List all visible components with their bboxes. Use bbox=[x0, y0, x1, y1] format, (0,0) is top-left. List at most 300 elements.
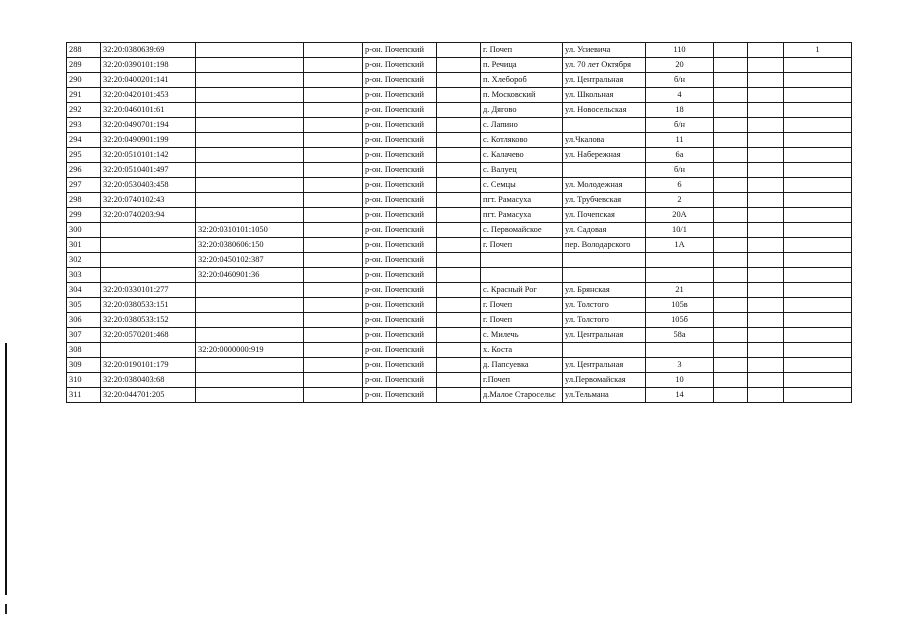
empty-cell bbox=[437, 178, 481, 193]
row-number-cell: 302 bbox=[67, 253, 101, 268]
row-number-cell: 296 bbox=[67, 163, 101, 178]
empty-cell bbox=[437, 253, 481, 268]
district-cell: р-он. Почепский bbox=[363, 208, 437, 223]
empty-cell bbox=[748, 298, 784, 313]
empty-cell bbox=[714, 223, 748, 238]
table-row bbox=[67, 133, 852, 148]
alt-cadastral-number-cell bbox=[196, 88, 304, 103]
table-row bbox=[67, 73, 852, 88]
settlement-cell: пгт. Рамасуха bbox=[481, 208, 563, 223]
empty-cell bbox=[714, 328, 748, 343]
empty-cell bbox=[437, 268, 481, 283]
empty-cell bbox=[714, 268, 748, 283]
settlement-cell: с. Лапино bbox=[481, 118, 563, 133]
empty-cell bbox=[304, 223, 363, 238]
table-row bbox=[67, 163, 852, 178]
alt-cadastral-number-cell bbox=[196, 118, 304, 133]
empty-cell bbox=[748, 103, 784, 118]
street-cell: ул. Новосельская bbox=[563, 103, 646, 118]
alt-cadastral-number-cell bbox=[196, 103, 304, 118]
empty-cell bbox=[748, 148, 784, 163]
row-number-cell: 305 bbox=[67, 298, 101, 313]
cadastral-number-cell bbox=[101, 343, 196, 358]
alt-cadastral-number-cell: 32:20:0460901:36 bbox=[196, 268, 304, 283]
empty-cell bbox=[748, 388, 784, 403]
extra-value-cell bbox=[784, 163, 852, 178]
district-cell: р-он. Почепский bbox=[363, 268, 437, 283]
street-cell: ул. Школьная bbox=[563, 88, 646, 103]
district-cell: р-он. Почепский bbox=[363, 73, 437, 88]
empty-cell bbox=[304, 178, 363, 193]
extra-value-cell bbox=[784, 238, 852, 253]
street-cell: ул.Чкалова bbox=[563, 133, 646, 148]
house-number-cell: 10/1 bbox=[646, 223, 714, 238]
alt-cadastral-number-cell bbox=[196, 298, 304, 313]
settlement-cell: г. Почеп bbox=[481, 43, 563, 58]
house-number-cell: 105б bbox=[646, 313, 714, 328]
settlement-cell: п. Хлебороб bbox=[481, 73, 563, 88]
table-row bbox=[67, 358, 852, 373]
empty-cell bbox=[437, 118, 481, 133]
empty-cell bbox=[304, 238, 363, 253]
cadastral-number-cell: 32:20:0400201:141 bbox=[101, 73, 196, 88]
settlement-cell: д. Папсуевка bbox=[481, 358, 563, 373]
empty-cell bbox=[304, 283, 363, 298]
settlement-cell: пгт. Рамасуха bbox=[481, 193, 563, 208]
street-cell: ул.Тельмана bbox=[563, 388, 646, 403]
street-cell bbox=[563, 268, 646, 283]
table-body bbox=[67, 43, 852, 403]
empty-cell bbox=[748, 208, 784, 223]
empty-cell bbox=[437, 103, 481, 118]
row-number-cell: 291 bbox=[67, 88, 101, 103]
empty-cell bbox=[748, 88, 784, 103]
empty-cell bbox=[748, 343, 784, 358]
cadastral-number-cell: 32:20:0460101:61 bbox=[101, 103, 196, 118]
empty-cell bbox=[714, 373, 748, 388]
empty-cell bbox=[714, 58, 748, 73]
empty-cell bbox=[714, 118, 748, 133]
extra-value-cell bbox=[784, 208, 852, 223]
district-cell: р-он. Почепский bbox=[363, 373, 437, 388]
street-cell: ул. Толстого bbox=[563, 298, 646, 313]
settlement-cell: п. Московский bbox=[481, 88, 563, 103]
extra-value-cell bbox=[784, 178, 852, 193]
empty-cell bbox=[437, 373, 481, 388]
cadastral-number-cell: 32:20:0380533:152 bbox=[101, 313, 196, 328]
alt-cadastral-number-cell bbox=[196, 208, 304, 223]
alt-cadastral-number-cell bbox=[196, 43, 304, 58]
house-number-cell: 6а bbox=[646, 148, 714, 163]
street-cell: ул.Первомайская bbox=[563, 373, 646, 388]
empty-cell bbox=[714, 163, 748, 178]
table-row bbox=[67, 388, 852, 403]
row-number-cell: 303 bbox=[67, 268, 101, 283]
street-cell: ул. Центральная bbox=[563, 328, 646, 343]
alt-cadastral-number-cell bbox=[196, 373, 304, 388]
empty-cell bbox=[714, 193, 748, 208]
house-number-cell: 14 bbox=[646, 388, 714, 403]
empty-cell bbox=[714, 388, 748, 403]
row-number-cell: 288 bbox=[67, 43, 101, 58]
street-cell: ул. Трубчевская bbox=[563, 193, 646, 208]
cadastral-number-cell: 32:20:0490901:199 bbox=[101, 133, 196, 148]
row-number-cell: 301 bbox=[67, 238, 101, 253]
house-number-cell: 105в bbox=[646, 298, 714, 313]
table-row bbox=[67, 283, 852, 298]
empty-cell bbox=[714, 283, 748, 298]
row-number-cell: 310 bbox=[67, 373, 101, 388]
cadastral-number-cell: 32:20:0570201:468 bbox=[101, 328, 196, 343]
cadastral-number-cell: 32:20:0190101:179 bbox=[101, 358, 196, 373]
table-row bbox=[67, 43, 852, 58]
empty-cell bbox=[748, 193, 784, 208]
street-cell: ул. Молодежная bbox=[563, 178, 646, 193]
row-number-cell: 306 bbox=[67, 313, 101, 328]
extra-value-cell: 1 bbox=[784, 43, 852, 58]
cadastral-number-cell: 32:20:0390101:198 bbox=[101, 58, 196, 73]
cadastral-number-cell: 32:20:0380639:69 bbox=[101, 43, 196, 58]
empty-cell bbox=[748, 163, 784, 178]
district-cell: р-он. Почепский bbox=[363, 178, 437, 193]
house-number-cell: б/н bbox=[646, 163, 714, 178]
extra-value-cell bbox=[784, 133, 852, 148]
row-number-cell: 298 bbox=[67, 193, 101, 208]
empty-cell bbox=[714, 148, 748, 163]
extra-value-cell bbox=[784, 388, 852, 403]
empty-cell bbox=[437, 358, 481, 373]
empty-cell bbox=[437, 313, 481, 328]
empty-cell bbox=[304, 193, 363, 208]
table-row bbox=[67, 343, 852, 358]
cadastral-number-cell bbox=[101, 253, 196, 268]
street-cell: ул. 70 лет Октября bbox=[563, 58, 646, 73]
settlement-cell: с. Красный Рог bbox=[481, 283, 563, 298]
extra-value-cell bbox=[784, 223, 852, 238]
empty-cell bbox=[714, 88, 748, 103]
house-number-cell: 2 bbox=[646, 193, 714, 208]
empty-cell bbox=[437, 43, 481, 58]
empty-cell bbox=[304, 148, 363, 163]
table-row bbox=[67, 88, 852, 103]
empty-cell bbox=[304, 343, 363, 358]
table-row bbox=[67, 58, 852, 73]
extra-value-cell bbox=[784, 358, 852, 373]
house-number-cell: 10 bbox=[646, 373, 714, 388]
settlement-cell: д.Малое Старосельє bbox=[481, 388, 563, 403]
empty-cell bbox=[714, 253, 748, 268]
settlement-cell bbox=[481, 253, 563, 268]
empty-cell bbox=[437, 343, 481, 358]
alt-cadastral-number-cell bbox=[196, 148, 304, 163]
house-number-cell: 11 bbox=[646, 133, 714, 148]
empty-cell bbox=[437, 238, 481, 253]
street-cell: ул. Почепская bbox=[563, 208, 646, 223]
empty-cell bbox=[304, 43, 363, 58]
scan-margin-mark bbox=[5, 343, 7, 595]
empty-cell bbox=[748, 238, 784, 253]
settlement-cell: г. Почеп bbox=[481, 298, 563, 313]
district-cell: р-он. Почепский bbox=[363, 223, 437, 238]
settlement-cell: п. Речица bbox=[481, 58, 563, 73]
empty-cell bbox=[748, 178, 784, 193]
empty-cell bbox=[437, 88, 481, 103]
alt-cadastral-number-cell: 32:20:0000000:919 bbox=[196, 343, 304, 358]
empty-cell bbox=[714, 133, 748, 148]
alt-cadastral-number-cell bbox=[196, 328, 304, 343]
cadastral-number-cell bbox=[101, 223, 196, 238]
district-cell: р-он. Почепский bbox=[363, 313, 437, 328]
table-row bbox=[67, 178, 852, 193]
empty-cell bbox=[714, 103, 748, 118]
empty-cell bbox=[748, 118, 784, 133]
cadastral-number-cell: 32:20:0510101:142 bbox=[101, 148, 196, 163]
table-row bbox=[67, 148, 852, 163]
empty-cell bbox=[304, 208, 363, 223]
empty-cell bbox=[304, 73, 363, 88]
settlement-cell: с. Валуец bbox=[481, 163, 563, 178]
empty-cell bbox=[437, 133, 481, 148]
house-number-cell: 20 bbox=[646, 58, 714, 73]
empty-cell bbox=[714, 313, 748, 328]
table-row bbox=[67, 313, 852, 328]
empty-cell bbox=[748, 43, 784, 58]
street-cell: ул. Центральная bbox=[563, 73, 646, 88]
empty-cell bbox=[304, 328, 363, 343]
district-cell: р-он. Почепский bbox=[363, 193, 437, 208]
empty-cell bbox=[714, 298, 748, 313]
empty-cell bbox=[748, 358, 784, 373]
scan-margin-dot bbox=[5, 604, 7, 614]
house-number-cell: 4 bbox=[646, 88, 714, 103]
empty-cell bbox=[304, 118, 363, 133]
extra-value-cell bbox=[784, 328, 852, 343]
house-number-cell bbox=[646, 268, 714, 283]
alt-cadastral-number-cell bbox=[196, 58, 304, 73]
district-cell: р-он. Почепский bbox=[363, 358, 437, 373]
extra-value-cell bbox=[784, 268, 852, 283]
settlement-cell: х. Коста bbox=[481, 343, 563, 358]
extra-value-cell bbox=[784, 58, 852, 73]
empty-cell bbox=[714, 238, 748, 253]
settlement-cell: с. Семцы bbox=[481, 178, 563, 193]
alt-cadastral-number-cell bbox=[196, 283, 304, 298]
empty-cell bbox=[714, 208, 748, 223]
district-cell: р-он. Почепский bbox=[363, 103, 437, 118]
empty-cell bbox=[437, 298, 481, 313]
district-cell: р-он. Почепский bbox=[363, 388, 437, 403]
empty-cell bbox=[304, 88, 363, 103]
district-cell: р-он. Почепский bbox=[363, 328, 437, 343]
empty-cell bbox=[304, 298, 363, 313]
house-number-cell: 6 bbox=[646, 178, 714, 193]
extra-value-cell bbox=[784, 88, 852, 103]
cadastral-number-cell: 32:20:0380403:68 bbox=[101, 373, 196, 388]
district-cell: р-он. Почепский bbox=[363, 58, 437, 73]
district-cell: р-он. Почепский bbox=[363, 88, 437, 103]
empty-cell bbox=[748, 133, 784, 148]
alt-cadastral-number-cell bbox=[196, 313, 304, 328]
alt-cadastral-number-cell: 32:20:0450102:387 bbox=[196, 253, 304, 268]
empty-cell bbox=[748, 253, 784, 268]
row-number-cell: 311 bbox=[67, 388, 101, 403]
empty-cell bbox=[304, 133, 363, 148]
district-cell: р-он. Почепский bbox=[363, 148, 437, 163]
settlement-cell: с. Первомайское bbox=[481, 223, 563, 238]
empty-cell bbox=[748, 73, 784, 88]
empty-cell bbox=[437, 283, 481, 298]
street-cell: ул. Брянская bbox=[563, 283, 646, 298]
alt-cadastral-number-cell bbox=[196, 133, 304, 148]
empty-cell bbox=[304, 358, 363, 373]
extra-value-cell bbox=[784, 73, 852, 88]
cadastral-number-cell: 32:20:0420101:453 bbox=[101, 88, 196, 103]
house-number-cell: б/н bbox=[646, 118, 714, 133]
empty-cell bbox=[304, 268, 363, 283]
extra-value-cell bbox=[784, 343, 852, 358]
empty-cell bbox=[304, 388, 363, 403]
district-cell: р-он. Почепский bbox=[363, 118, 437, 133]
table-row bbox=[67, 103, 852, 118]
house-number-cell: 1А bbox=[646, 238, 714, 253]
cadastral-number-cell: 32:20:0530403:458 bbox=[101, 178, 196, 193]
district-cell: р-он. Почепский bbox=[363, 43, 437, 58]
row-number-cell: 308 bbox=[67, 343, 101, 358]
empty-cell bbox=[714, 178, 748, 193]
row-number-cell: 304 bbox=[67, 283, 101, 298]
table-row bbox=[67, 238, 852, 253]
empty-cell bbox=[748, 268, 784, 283]
property-registry-table bbox=[66, 42, 852, 403]
street-cell: ул. Толстого bbox=[563, 313, 646, 328]
row-number-cell: 300 bbox=[67, 223, 101, 238]
row-number-cell: 295 bbox=[67, 148, 101, 163]
alt-cadastral-number-cell: 32:20:0380606:150 bbox=[196, 238, 304, 253]
empty-cell bbox=[437, 58, 481, 73]
extra-value-cell bbox=[784, 298, 852, 313]
empty-cell bbox=[304, 313, 363, 328]
district-cell: р-он. Почепский bbox=[363, 133, 437, 148]
extra-value-cell bbox=[784, 283, 852, 298]
cadastral-number-cell: 32:20:0330101:277 bbox=[101, 283, 196, 298]
alt-cadastral-number-cell bbox=[196, 178, 304, 193]
district-cell: р-он. Почепский bbox=[363, 283, 437, 298]
cadastral-number-cell bbox=[101, 238, 196, 253]
cadastral-number-cell: 32:20:0510401:497 bbox=[101, 163, 196, 178]
house-number-cell: 20А bbox=[646, 208, 714, 223]
empty-cell bbox=[304, 58, 363, 73]
empty-cell bbox=[748, 328, 784, 343]
house-number-cell: 18 bbox=[646, 103, 714, 118]
row-number-cell: 292 bbox=[67, 103, 101, 118]
alt-cadastral-number-cell bbox=[196, 358, 304, 373]
extra-value-cell bbox=[784, 103, 852, 118]
table-row bbox=[67, 253, 852, 268]
settlement-cell: г.Почеп bbox=[481, 373, 563, 388]
cadastral-number-cell: 32:20:0740203:94 bbox=[101, 208, 196, 223]
table-row bbox=[67, 193, 852, 208]
district-cell: р-он. Почепский bbox=[363, 238, 437, 253]
empty-cell bbox=[714, 73, 748, 88]
empty-cell bbox=[304, 253, 363, 268]
empty-cell bbox=[748, 283, 784, 298]
empty-cell bbox=[304, 163, 363, 178]
street-cell bbox=[563, 253, 646, 268]
extra-value-cell bbox=[784, 118, 852, 133]
street-cell: ул. Усиевича bbox=[563, 43, 646, 58]
table-row bbox=[67, 373, 852, 388]
cadastral-number-cell bbox=[101, 268, 196, 283]
street-cell bbox=[563, 118, 646, 133]
settlement-cell: с. Котляково bbox=[481, 133, 563, 148]
table-row bbox=[67, 208, 852, 223]
row-number-cell: 294 bbox=[67, 133, 101, 148]
cadastral-number-cell: 32:20:044701:205 bbox=[101, 388, 196, 403]
table-row bbox=[67, 328, 852, 343]
empty-cell bbox=[437, 208, 481, 223]
settlement-cell: д. Дягово bbox=[481, 103, 563, 118]
house-number-cell bbox=[646, 343, 714, 358]
table-row bbox=[67, 118, 852, 133]
row-number-cell: 289 bbox=[67, 58, 101, 73]
empty-cell bbox=[714, 343, 748, 358]
empty-cell bbox=[437, 148, 481, 163]
street-cell bbox=[563, 163, 646, 178]
extra-value-cell bbox=[784, 148, 852, 163]
table-row bbox=[67, 298, 852, 313]
settlement-cell: г. Почеп bbox=[481, 313, 563, 328]
alt-cadastral-number-cell bbox=[196, 388, 304, 403]
empty-cell bbox=[437, 73, 481, 88]
empty-cell bbox=[437, 388, 481, 403]
cadastral-number-cell: 32:20:0380533:151 bbox=[101, 298, 196, 313]
extra-value-cell bbox=[784, 253, 852, 268]
row-number-cell: 309 bbox=[67, 358, 101, 373]
alt-cadastral-number-cell bbox=[196, 193, 304, 208]
settlement-cell bbox=[481, 268, 563, 283]
empty-cell bbox=[304, 103, 363, 118]
street-cell: ул. Набережная bbox=[563, 148, 646, 163]
district-cell: р-он. Почепский bbox=[363, 163, 437, 178]
house-number-cell: 21 bbox=[646, 283, 714, 298]
house-number-cell: б/н bbox=[646, 73, 714, 88]
empty-cell bbox=[748, 58, 784, 73]
district-cell: р-он. Почепский bbox=[363, 298, 437, 313]
row-number-cell: 290 bbox=[67, 73, 101, 88]
district-cell: р-он. Почепский bbox=[363, 253, 437, 268]
empty-cell bbox=[437, 163, 481, 178]
alt-cadastral-number-cell: 32:20:0310101:1050 bbox=[196, 223, 304, 238]
row-number-cell: 293 bbox=[67, 118, 101, 133]
empty-cell bbox=[748, 373, 784, 388]
alt-cadastral-number-cell bbox=[196, 73, 304, 88]
cadastral-number-cell: 32:20:0490701:194 bbox=[101, 118, 196, 133]
table-row bbox=[67, 268, 852, 283]
settlement-cell: г. Почеп bbox=[481, 238, 563, 253]
empty-cell bbox=[748, 313, 784, 328]
extra-value-cell bbox=[784, 193, 852, 208]
house-number-cell: 3 bbox=[646, 358, 714, 373]
street-cell: ул. Центральная bbox=[563, 358, 646, 373]
house-number-cell bbox=[646, 253, 714, 268]
settlement-cell: с. Милечь bbox=[481, 328, 563, 343]
district-cell: р-он. Почепский bbox=[363, 343, 437, 358]
row-number-cell: 307 bbox=[67, 328, 101, 343]
empty-cell bbox=[437, 193, 481, 208]
street-cell bbox=[563, 343, 646, 358]
street-cell: пер. Володарского bbox=[563, 238, 646, 253]
settlement-cell: с. Калачево bbox=[481, 148, 563, 163]
